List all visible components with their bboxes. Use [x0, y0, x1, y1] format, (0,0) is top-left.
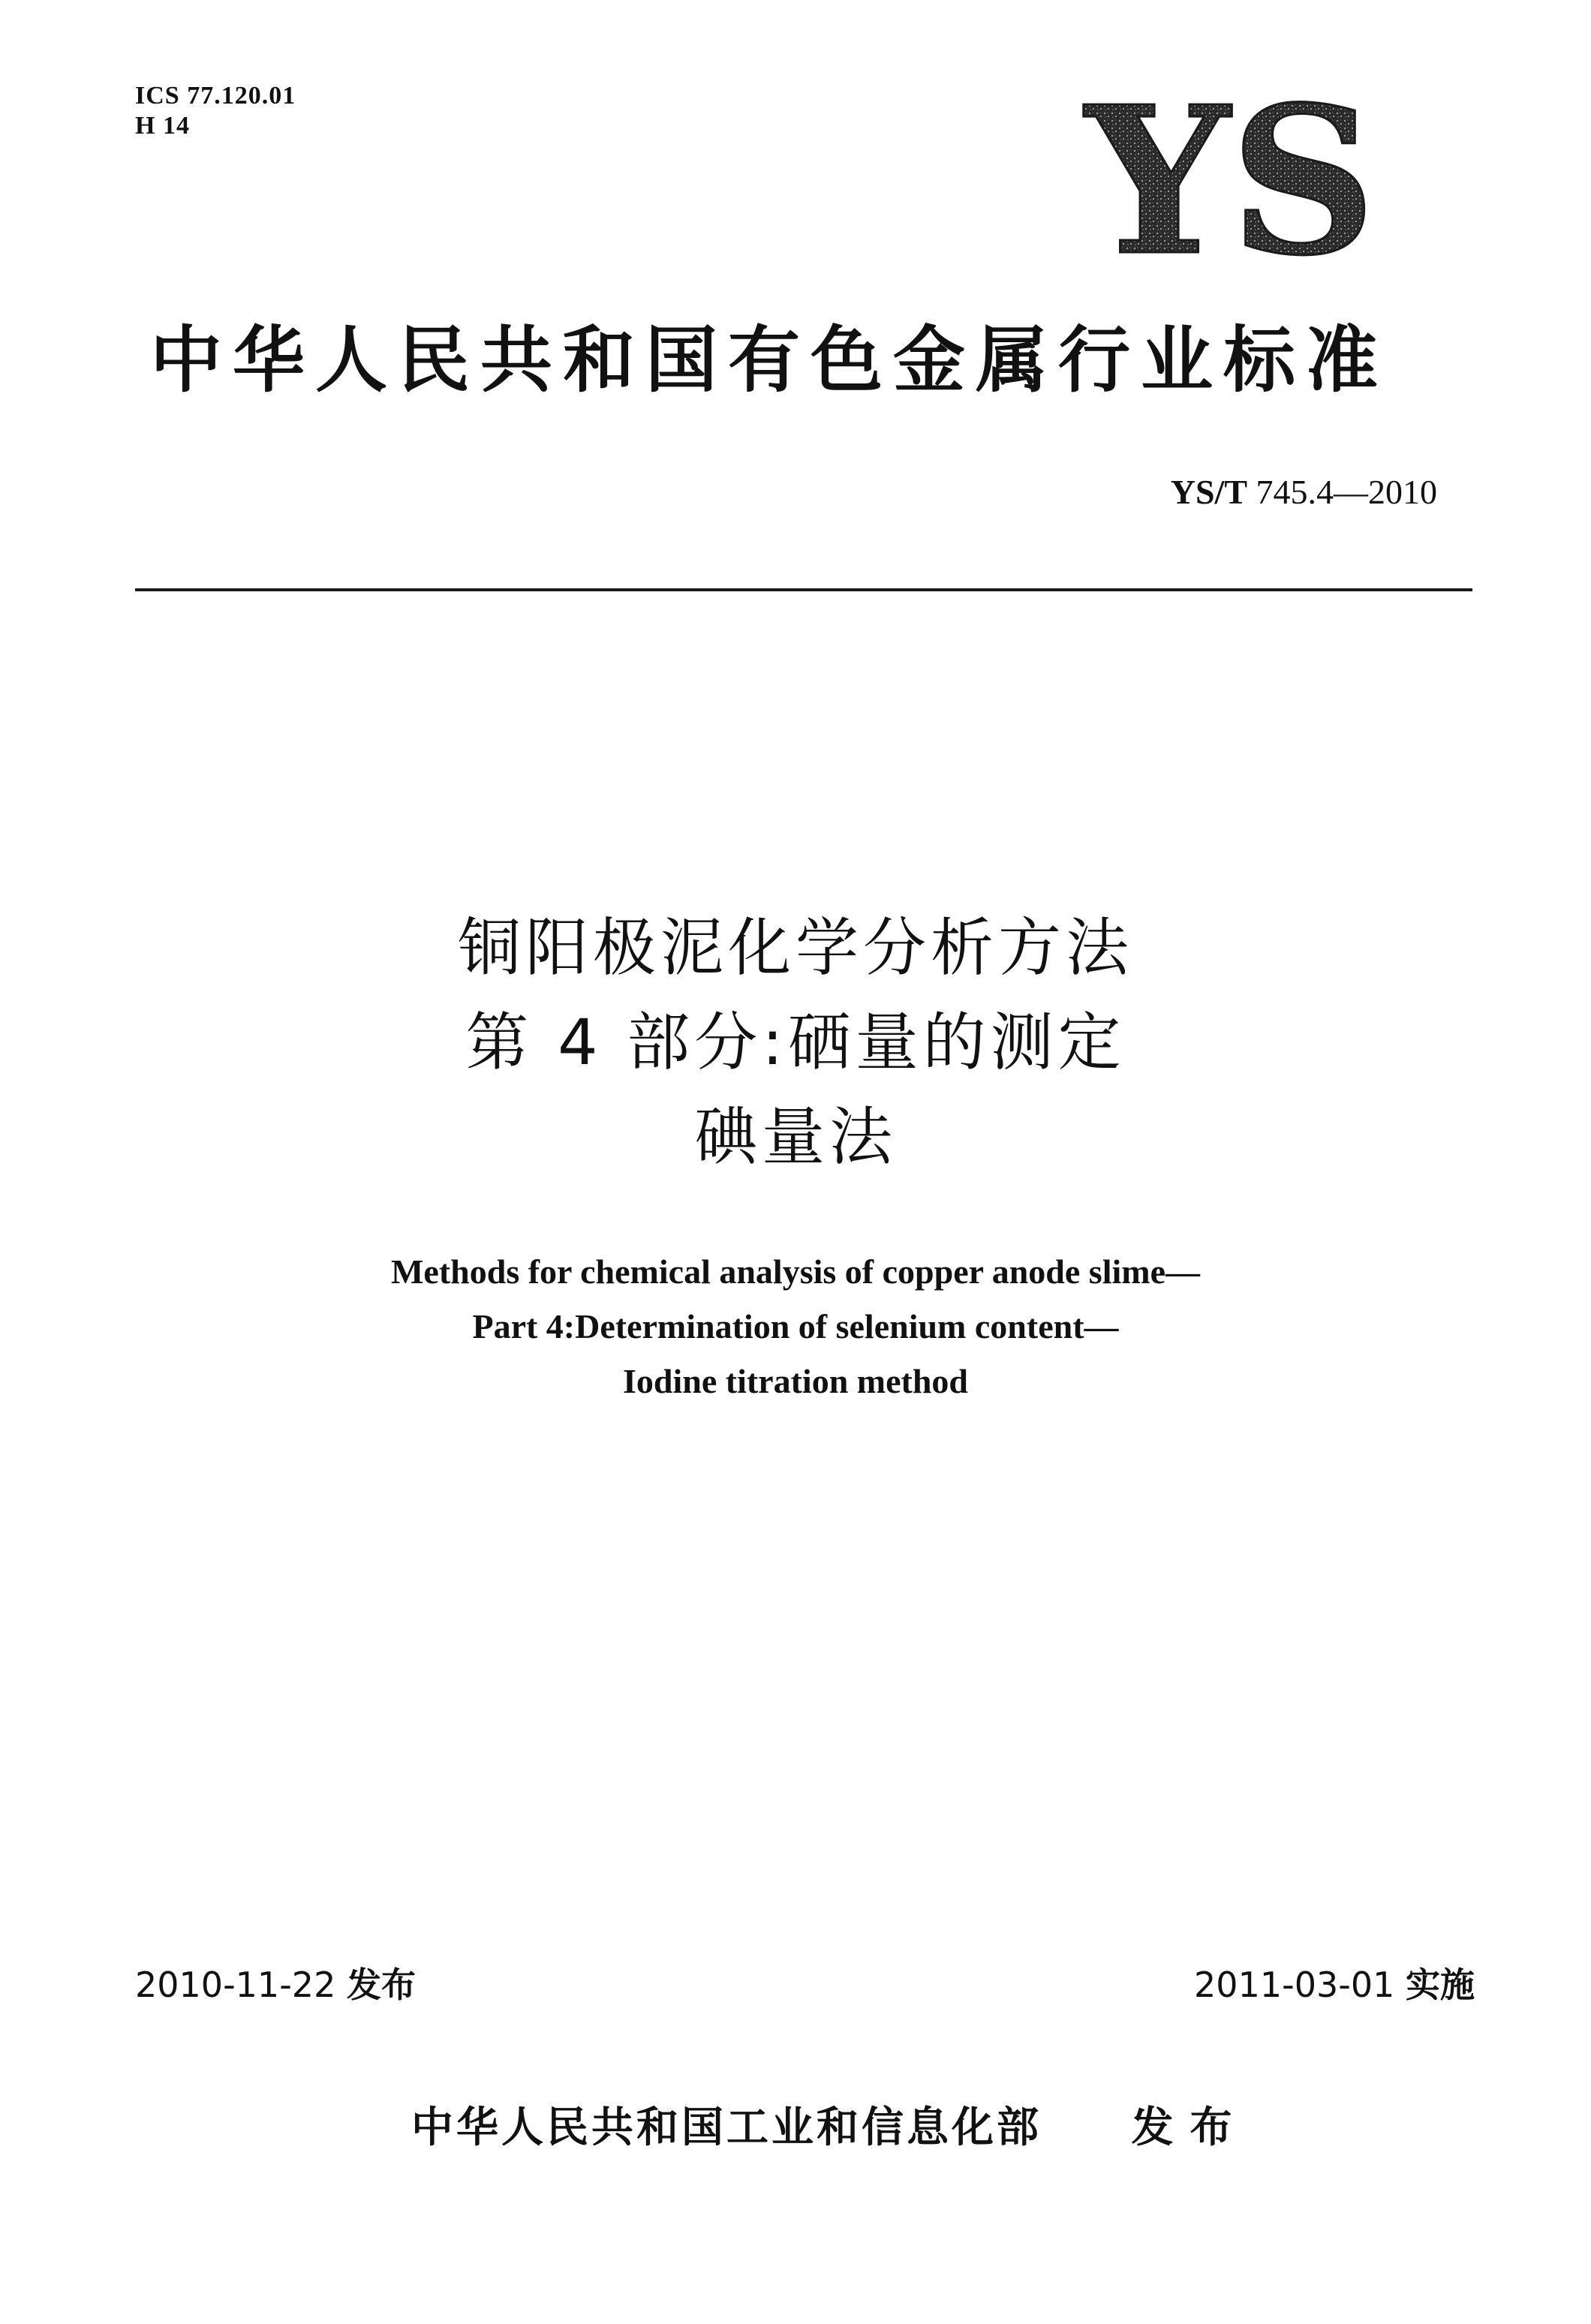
english-title — [0, 1244, 1591, 1409]
ics-code: ICS 77.120.01 — [135, 82, 296, 110]
english-title-line-2: Part 4:Determination of selenium content— — [472, 1307, 1119, 1345]
standard-code: 745.4—2010 — [1256, 473, 1437, 511]
implementation-date — [1194, 1962, 1475, 2007]
ys-logo — [1066, 96, 1396, 269]
organization-title: 中华人民共和国有色金属行业标准 — [150, 318, 1388, 402]
ccs-code: H 14 — [135, 112, 190, 140]
header-divider — [135, 588, 1472, 591]
publisher — [411, 2101, 1249, 2155]
issue-date-value: 2010-11-22 — [135, 1965, 336, 2005]
chinese-title — [0, 900, 1591, 1184]
standard-number — [1171, 471, 1437, 513]
publisher-name: 中华人民共和国工业和信息化部 — [411, 2103, 1042, 2152]
classification-codes — [135, 81, 296, 141]
publisher-action: 发布 — [1131, 2103, 1249, 2152]
chinese-title-line-3: 碘量法 — [693, 1100, 897, 1174]
implementation-date-label: 实施 — [1406, 1965, 1475, 2005]
english-title-line-1: Methods for chemical analysis of copper anode slime— — [391, 1252, 1200, 1291]
chinese-title-line-2: 第 4 部分:硒量的测定 — [465, 1006, 1126, 1079]
logo-text: YS — [1085, 96, 1376, 269]
implementation-date-value: 2011-03-01 — [1194, 1965, 1395, 2005]
standard-prefix: YS/T — [1170, 473, 1247, 511]
issue-date-label: 发布 — [346, 1965, 416, 2005]
english-title-line-3: Iodine titration method — [623, 1362, 968, 1400]
issue-date — [135, 1962, 416, 2007]
chinese-title-line-1: 铜阳极泥化学分析方法 — [457, 911, 1133, 985]
